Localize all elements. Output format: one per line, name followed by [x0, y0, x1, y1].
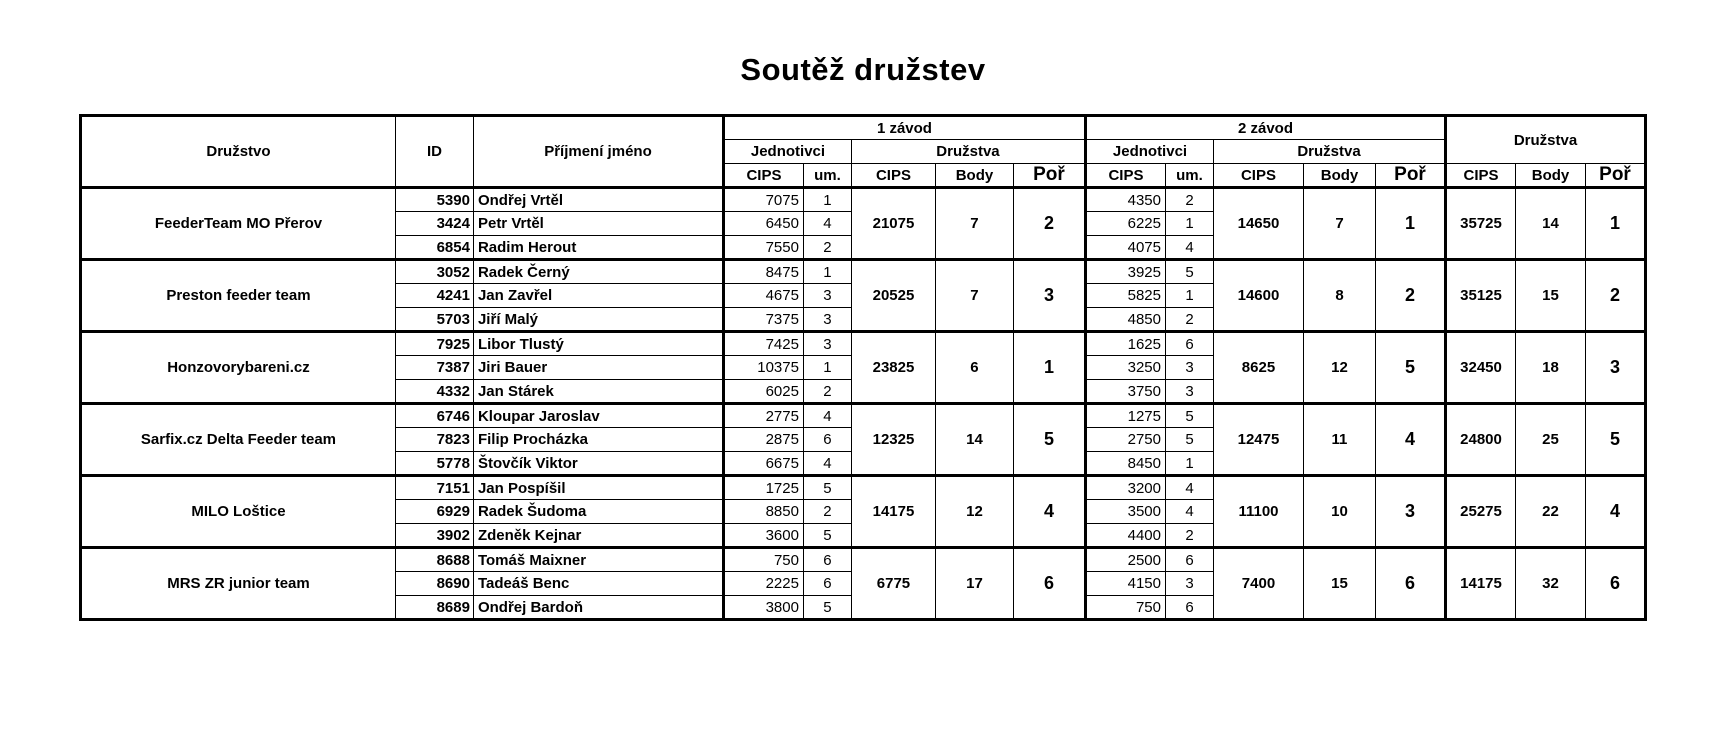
total-body-cell: 15	[1516, 260, 1586, 332]
col-header-prijmeni-jmeno: Příjmení jméno	[473, 116, 723, 188]
total-cips-cell: 32450	[1446, 332, 1516, 404]
z2-um-cell: 3	[1165, 380, 1213, 404]
z1-ind-cips-cell: 10375	[723, 356, 803, 380]
z1-ind-cips-cell: 3800	[723, 596, 803, 620]
z1-um-cell: 2	[803, 500, 851, 524]
z2-um-cell: 5	[1165, 260, 1213, 284]
z1-um-cell: 6	[803, 572, 851, 596]
z2-team-cips-cell: 14650	[1213, 188, 1303, 260]
z2-um-cell: 2	[1165, 188, 1213, 212]
z1-um-cell: 1	[803, 356, 851, 380]
z1-ind-cips-cell: 2775	[723, 404, 803, 428]
member-id-cell: 8689	[395, 596, 473, 620]
z1-ind-cips-cell: 8850	[723, 500, 803, 524]
z2-ind-cips-cell: 1275	[1085, 404, 1165, 428]
member-id-cell: 5703	[395, 308, 473, 332]
member-name-cell: Petr Vrtěl	[473, 212, 723, 236]
team-name-cell: FeederTeam MO Přerov	[80, 188, 395, 260]
z2-team-cips-cell: 14600	[1213, 260, 1303, 332]
z1-team-body-cell: 6	[935, 332, 1013, 404]
member-id-cell: 3424	[395, 212, 473, 236]
member-id-cell: 6854	[395, 236, 473, 260]
z1-ind-cips-cell: 8475	[723, 260, 803, 284]
z1-team-por-cell: 6	[1013, 548, 1085, 620]
member-name-cell: Jiri Bauer	[473, 356, 723, 380]
member-id-cell: 7387	[395, 356, 473, 380]
results-table-header	[80, 116, 1645, 188]
total-body-cell: 32	[1516, 548, 1586, 620]
z2-ind-cips-cell: 1625	[1085, 332, 1165, 356]
member-name-cell: Ondřej Bardoň	[473, 596, 723, 620]
z1-team-body-cell: 7	[935, 188, 1013, 260]
member-name-cell: Jiří Malý	[473, 308, 723, 332]
z2-ind-cips-cell: 4400	[1085, 524, 1165, 548]
member-id-cell: 4332	[395, 380, 473, 404]
col-header-druzstvo: Družstvo	[80, 116, 395, 188]
team-name-cell: MRS ZR junior team	[80, 548, 395, 620]
z1-um-cell: 4	[803, 212, 851, 236]
col-header-z2-por: Poř	[1375, 164, 1445, 188]
z2-ind-cips-cell: 750	[1085, 596, 1165, 620]
total-cips-cell: 14175	[1446, 548, 1516, 620]
member-name-cell: Štovčík Viktor	[473, 452, 723, 476]
z1-team-body-cell: 17	[935, 548, 1013, 620]
z2-um-cell: 4	[1165, 500, 1213, 524]
results-table-body	[80, 188, 1645, 620]
z1-team-body-cell: 7	[935, 260, 1013, 332]
group-header-zavod2: 2 závod	[1085, 116, 1445, 140]
z2-um-cell: 4	[1165, 236, 1213, 260]
total-por-cell: 2	[1586, 260, 1646, 332]
z2-um-cell: 6	[1165, 332, 1213, 356]
total-por-cell: 3	[1586, 332, 1646, 404]
member-id-cell: 6929	[395, 500, 473, 524]
z1-team-cips-cell: 23825	[851, 332, 935, 404]
z1-team-cips-cell: 12325	[851, 404, 935, 476]
z2-team-body-cell: 15	[1303, 548, 1375, 620]
z2-ind-cips-cell: 3750	[1085, 380, 1165, 404]
total-por-cell: 5	[1586, 404, 1646, 476]
z2-team-cips-cell: 12475	[1213, 404, 1303, 476]
col-header-z2-ind-cips: CIPS	[1085, 164, 1165, 188]
z1-ind-cips-cell: 2875	[723, 428, 803, 452]
z1-ind-cips-cell: 2225	[723, 572, 803, 596]
member-id-cell: 7151	[395, 476, 473, 500]
member-id-cell: 8688	[395, 548, 473, 572]
member-name-cell: Radim Herout	[473, 236, 723, 260]
z2-ind-cips-cell: 4075	[1085, 236, 1165, 260]
col-header-z2-body: Body	[1303, 164, 1375, 188]
total-cips-cell: 35125	[1446, 260, 1516, 332]
z2-team-body-cell: 8	[1303, 260, 1375, 332]
page-title: Soutěž družstev	[740, 52, 986, 87]
member-name-cell: Zdeněk Kejnar	[473, 524, 723, 548]
z2-team-por-cell: 1	[1375, 188, 1445, 260]
z1-ind-cips-cell: 7375	[723, 308, 803, 332]
z2-um-cell: 1	[1165, 284, 1213, 308]
z2-um-cell: 1	[1165, 212, 1213, 236]
z1-team-cips-cell: 14175	[851, 476, 935, 548]
member-name-cell: Ondřej Vrtěl	[473, 188, 723, 212]
team-row-first	[80, 548, 1645, 572]
z2-um-cell: 3	[1165, 572, 1213, 596]
member-id-cell: 5390	[395, 188, 473, 212]
z1-um-cell: 4	[803, 404, 851, 428]
z2-team-cips-cell: 7400	[1213, 548, 1303, 620]
z2-um-cell: 6	[1165, 596, 1213, 620]
z2-um-cell: 2	[1165, 308, 1213, 332]
z1-um-cell: 5	[803, 596, 851, 620]
subheader-zavod1-druzstva: Družstva	[851, 140, 1085, 164]
z1-ind-cips-cell: 7075	[723, 188, 803, 212]
member-name-cell: Libor Tlustý	[473, 332, 723, 356]
z2-team-por-cell: 4	[1375, 404, 1445, 476]
member-name-cell: Tomáš Maixner	[473, 548, 723, 572]
z1-ind-cips-cell: 6675	[723, 452, 803, 476]
col-header-z1-por: Poř	[1013, 164, 1085, 188]
z2-um-cell: 1	[1165, 452, 1213, 476]
z1-ind-cips-cell: 750	[723, 548, 803, 572]
z2-ind-cips-cell: 3925	[1085, 260, 1165, 284]
col-header-z2-um: um.	[1165, 164, 1213, 188]
z2-ind-cips-cell: 4350	[1085, 188, 1165, 212]
z1-ind-cips-cell: 6450	[723, 212, 803, 236]
z2-ind-cips-cell: 2500	[1085, 548, 1165, 572]
z2-team-body-cell: 7	[1303, 188, 1375, 260]
z1-um-cell: 6	[803, 548, 851, 572]
group-header-druzstva-total: Družstva	[1446, 116, 1646, 164]
member-id-cell: 3052	[395, 260, 473, 284]
total-cips-cell: 25275	[1446, 476, 1516, 548]
z1-um-cell: 2	[803, 380, 851, 404]
team-name-cell: MILO Loštice	[80, 476, 395, 548]
member-name-cell: Radek Šudoma	[473, 500, 723, 524]
col-header-z1-team-cips: CIPS	[851, 164, 935, 188]
team-row-first	[80, 476, 1645, 500]
group-header-zavod1: 1 závod	[723, 116, 1085, 140]
z1-ind-cips-cell: 6025	[723, 380, 803, 404]
subheader-zavod2-jednotivci: Jednotivci	[1085, 140, 1213, 164]
z1-ind-cips-cell: 1725	[723, 476, 803, 500]
member-name-cell: Filip Procházka	[473, 428, 723, 452]
col-header-z2-team-cips: CIPS	[1213, 164, 1303, 188]
total-body-cell: 22	[1516, 476, 1586, 548]
z2-team-por-cell: 3	[1375, 476, 1445, 548]
z2-ind-cips-cell: 4150	[1085, 572, 1165, 596]
z2-ind-cips-cell: 2750	[1085, 428, 1165, 452]
team-row-first	[80, 404, 1645, 428]
col-header-id: ID	[395, 116, 473, 188]
z1-um-cell: 5	[803, 476, 851, 500]
member-id-cell: 8690	[395, 572, 473, 596]
member-id-cell: 7925	[395, 332, 473, 356]
z2-um-cell: 6	[1165, 548, 1213, 572]
total-cips-cell: 24800	[1446, 404, 1516, 476]
member-name-cell: Jan Pospíšil	[473, 476, 723, 500]
col-header-z1-um: um.	[803, 164, 851, 188]
z1-ind-cips-cell: 3600	[723, 524, 803, 548]
z1-ind-cips-cell: 4675	[723, 284, 803, 308]
z1-um-cell: 1	[803, 260, 851, 284]
z2-team-cips-cell: 8625	[1213, 332, 1303, 404]
z2-team-body-cell: 12	[1303, 332, 1375, 404]
team-row-first	[80, 332, 1645, 356]
team-row-first	[80, 188, 1645, 212]
z2-team-body-cell: 11	[1303, 404, 1375, 476]
subheader-zavod1-jednotivci: Jednotivci	[723, 140, 851, 164]
z2-team-por-cell: 2	[1375, 260, 1445, 332]
z2-ind-cips-cell: 3250	[1085, 356, 1165, 380]
total-body-cell: 18	[1516, 332, 1586, 404]
z1-um-cell: 3	[803, 308, 851, 332]
z1-um-cell: 6	[803, 428, 851, 452]
member-id-cell: 3902	[395, 524, 473, 548]
team-name-cell: Honzovorybareni.cz	[80, 332, 395, 404]
total-cips-cell: 35725	[1446, 188, 1516, 260]
subheader-zavod2-druzstva: Družstva	[1213, 140, 1445, 164]
col-header-total-cips: CIPS	[1446, 164, 1516, 188]
z1-um-cell: 1	[803, 188, 851, 212]
col-header-total-por: Poř	[1586, 164, 1646, 188]
total-por-cell: 6	[1586, 548, 1646, 620]
col-header-z1-body: Body	[935, 164, 1013, 188]
team-name-cell: Sarfix.cz Delta Feeder team	[80, 404, 395, 476]
z1-team-body-cell: 12	[935, 476, 1013, 548]
member-name-cell: Radek Černý	[473, 260, 723, 284]
z2-team-cips-cell: 11100	[1213, 476, 1303, 548]
z2-um-cell: 5	[1165, 404, 1213, 428]
z1-um-cell: 3	[803, 332, 851, 356]
member-name-cell: Jan Zavřel	[473, 284, 723, 308]
team-row-first	[80, 260, 1645, 284]
z2-um-cell: 5	[1165, 428, 1213, 452]
z2-um-cell: 3	[1165, 356, 1213, 380]
z1-team-cips-cell: 21075	[851, 188, 935, 260]
z1-ind-cips-cell: 7425	[723, 332, 803, 356]
z1-team-por-cell: 5	[1013, 404, 1085, 476]
total-por-cell: 1	[1586, 188, 1646, 260]
z2-team-por-cell: 6	[1375, 548, 1445, 620]
z1-um-cell: 4	[803, 452, 851, 476]
z1-team-por-cell: 2	[1013, 188, 1085, 260]
member-id-cell: 7823	[395, 428, 473, 452]
results-table	[79, 114, 1647, 621]
member-id-cell: 6746	[395, 404, 473, 428]
z2-um-cell: 4	[1165, 476, 1213, 500]
z2-ind-cips-cell: 5825	[1085, 284, 1165, 308]
member-name-cell: Tadeáš Benc	[473, 572, 723, 596]
z2-um-cell: 2	[1165, 524, 1213, 548]
z1-team-body-cell: 14	[935, 404, 1013, 476]
z1-team-por-cell: 3	[1013, 260, 1085, 332]
member-name-cell: Jan Stárek	[473, 380, 723, 404]
member-name-cell: Kloupar Jaroslav	[473, 404, 723, 428]
total-body-cell: 25	[1516, 404, 1586, 476]
z1-team-por-cell: 1	[1013, 332, 1085, 404]
total-body-cell: 14	[1516, 188, 1586, 260]
z2-ind-cips-cell: 3200	[1085, 476, 1165, 500]
z1-um-cell: 5	[803, 524, 851, 548]
z2-ind-cips-cell: 8450	[1085, 452, 1165, 476]
z1-team-por-cell: 4	[1013, 476, 1085, 548]
member-id-cell: 4241	[395, 284, 473, 308]
z1-team-cips-cell: 6775	[851, 548, 935, 620]
z2-ind-cips-cell: 3500	[1085, 500, 1165, 524]
z1-um-cell: 3	[803, 284, 851, 308]
team-name-cell: Preston feeder team	[80, 260, 395, 332]
member-id-cell: 5778	[395, 452, 473, 476]
z2-ind-cips-cell: 6225	[1085, 212, 1165, 236]
z2-team-por-cell: 5	[1375, 332, 1445, 404]
z1-team-cips-cell: 20525	[851, 260, 935, 332]
col-header-total-body: Body	[1516, 164, 1586, 188]
z2-ind-cips-cell: 4850	[1085, 308, 1165, 332]
z1-ind-cips-cell: 7550	[723, 236, 803, 260]
col-header-z1-ind-cips: CIPS	[723, 164, 803, 188]
z1-um-cell: 2	[803, 236, 851, 260]
z2-team-body-cell: 10	[1303, 476, 1375, 548]
total-por-cell: 4	[1586, 476, 1646, 548]
